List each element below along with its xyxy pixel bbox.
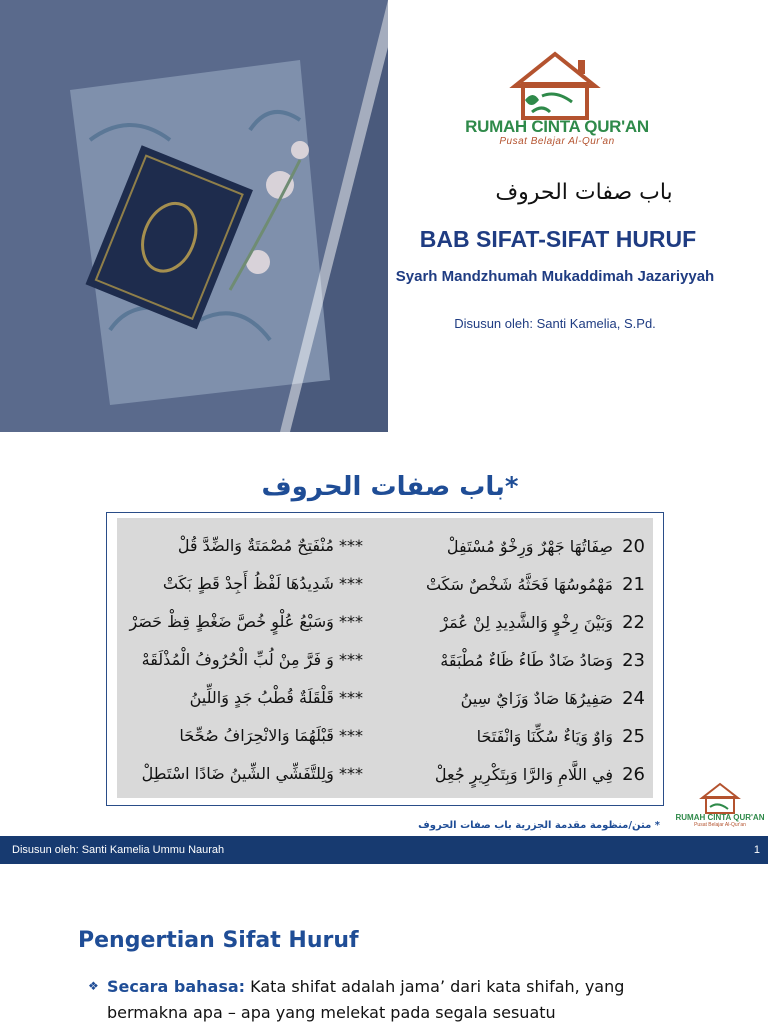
verse-text: وَاوٌ وَيَاءٌ سُكِّنَا وَانْفَتَحَا	[476, 727, 613, 746]
verse-text: وَلِلتَّفَشِّي الشِّينُ ضَادًا اسْتَطِلْ	[141, 764, 334, 783]
verse-separator: ***	[339, 764, 363, 783]
small-logo-tagline: Pusat Belajar Al-Qur'an	[694, 822, 746, 828]
verse-row	[117, 528, 653, 562]
verse-text: قَبْلَهُمَا وَالانْحِرَافُ صُحِّحَا	[179, 726, 334, 745]
verse-second-hemistich	[142, 650, 363, 669]
verse-row	[117, 718, 653, 752]
slide-subtitle: Syarh Mandzhumah Mukaddimah Jazariyyah	[395, 268, 715, 285]
verse-second-hemistich	[142, 764, 363, 783]
page-number: 1	[753, 844, 760, 856]
verse-separator: ***	[339, 536, 363, 555]
verse-row	[117, 566, 653, 600]
verse-second-hemistich	[179, 726, 363, 745]
verse-row	[117, 680, 653, 714]
verses-slide	[0, 442, 768, 866]
verse-frame	[106, 512, 664, 806]
verse-first-hemistich	[461, 688, 645, 709]
verse-first-hemistich	[440, 650, 645, 671]
section-title: Pengertian Sifat Huruf	[78, 928, 359, 953]
verse-text: صِفَاتُهَا جَهْرٌ وَرِخْوٌ مُسْتَفِلْ	[446, 537, 613, 556]
verse-first-hemistich	[435, 764, 645, 785]
verse-number: 22	[622, 612, 645, 633]
verse-separator: ***	[339, 650, 363, 669]
verse-number: 23	[622, 650, 645, 671]
verse-second-hemistich	[129, 612, 363, 631]
verse-first-hemistich	[477, 726, 645, 747]
source-footnote: * متن/منظومة مقدمة الجزرية باب صفات الحروف	[418, 820, 660, 831]
quran-photo	[0, 0, 388, 432]
diamond-bullet-icon: ❖	[88, 979, 99, 993]
definition-text: Kata shifat adalah jama’ dari kata shifah, yang bermakna apa – apa yang melekat pada segala sesuatu	[107, 977, 625, 1022]
footer-author: Disusun oleh: Santi Kamelia Ummu Naurah	[12, 844, 225, 856]
verse-text: وَصَادُ ضَادٌ طَاءُ ظَاءٌ مُطْبَقَهْ	[440, 651, 613, 670]
definition-label: Secara bahasa:	[107, 977, 246, 996]
verse-second-hemistich	[163, 574, 363, 593]
verse-number: 26	[622, 764, 645, 785]
verse-separator: ***	[339, 726, 363, 745]
verse-text: مُنْفَتِحٌ مُصْمَتَةٌ وَالضِّدَّ قُلْ	[177, 536, 334, 555]
verse-row	[117, 642, 653, 676]
verse-text: فِي اللَّامِ وَالرَّا وَبِتَكْرِيرٍ جُعِلْ	[434, 765, 613, 784]
small-logo-name: RUMAH CINTA QUR'AN	[675, 813, 765, 822]
verse-separator: ***	[339, 688, 363, 707]
verse-first-hemistich	[426, 574, 645, 595]
verse-separator: ***	[339, 612, 363, 631]
logo-tagline: Pusat Belajar Al-Qur'an	[499, 136, 615, 147]
logo-name: RUMAH CINTA QUR'AN	[465, 117, 649, 136]
verse-second-hemistich	[178, 536, 363, 555]
verse-row	[117, 756, 653, 790]
author-credit: Disusun oleh: Santi Kamelia, S.Pd.	[454, 316, 656, 331]
verse-text: وَسَبْعُ عُلْوٍ خُصَّ ضَغْطٍ قِظْ حَصَرْ	[129, 612, 334, 631]
title-slide	[0, 0, 768, 432]
verse-second-hemistich	[190, 688, 363, 707]
arabic-title: باب صفات الحروف	[495, 180, 673, 205]
verse-first-hemistich	[440, 612, 645, 633]
verse-text: وَبَيْنَ رِخْوٍ وَالشَّدِيدِ لِنْ عُمَرْ	[440, 613, 613, 632]
verse-box	[117, 518, 653, 798]
verse-text: قَلْقَلَةٌ قُطْبُ جَدٍ وَاللِّينُ	[189, 688, 334, 707]
slide-title: BAB SIFAT-SIFAT HURUF	[419, 226, 697, 252]
definition-slide	[0, 876, 768, 1024]
verse-text: صَفِيرُهَا صَادٌ وَزَايٌ سِينُ	[460, 689, 613, 708]
verse-text: مَهْمُوسُهَا فَحَثَّهُ شَخْصٌ سَكَتْ	[425, 575, 613, 594]
footer-bar	[0, 836, 768, 864]
verse-row	[117, 604, 653, 638]
definition-paragraph	[107, 974, 667, 1026]
verse-first-hemistich	[447, 536, 645, 557]
verse-number: 20	[622, 536, 645, 557]
verse-number: 25	[622, 726, 645, 747]
verse-separator: ***	[339, 574, 363, 593]
verse-text: شَدِيدُهَا لَفْظُ أَجِدْ قَطٍ بَكَتْ	[162, 574, 334, 593]
verses-title: باب صفات الحروف*	[261, 472, 519, 502]
verse-text: وَ فَرَّ مِنْ لُبِّ الْحُرُوفُ الْمُذْلَقَهْ	[141, 650, 334, 669]
verse-number: 24	[622, 688, 645, 709]
verse-number: 21	[622, 574, 645, 595]
